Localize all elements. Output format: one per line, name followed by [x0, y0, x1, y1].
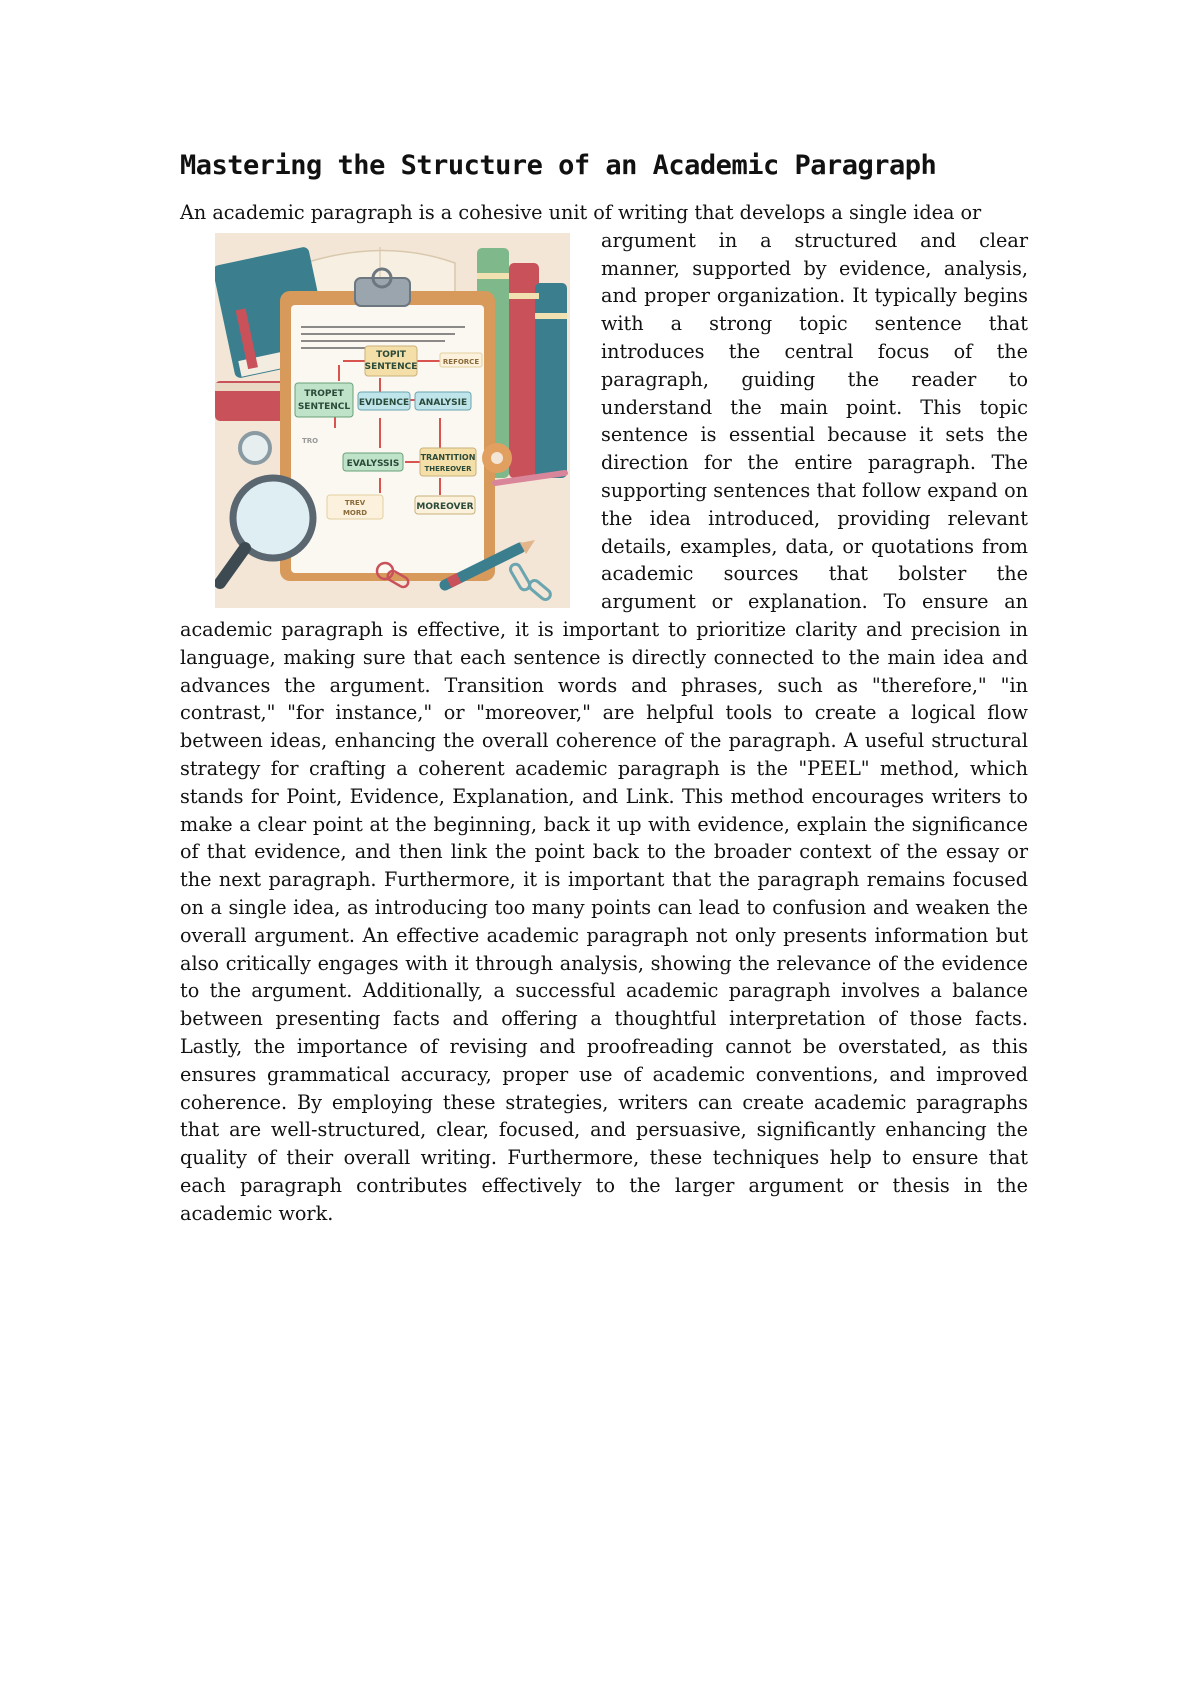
- box-topic-line2: SENTENCE: [364, 361, 418, 372]
- box-evidence: EVIDENCE: [358, 397, 410, 408]
- box-trev: TREV: [344, 498, 366, 507]
- box-tro: TRO: [301, 436, 319, 445]
- illustration-paragraph-structure: [215, 233, 570, 608]
- box-transition-line1: TRANTITION: [420, 452, 476, 462]
- box-moreover: MOREOVER: [416, 501, 474, 512]
- box-evalysis: EVALYSSIS: [346, 458, 400, 469]
- box-topic-line1: TOPIT: [376, 349, 406, 360]
- box-analysie: ANALYSIE: [418, 397, 468, 408]
- document-title: Mastering the Structure of an Academic Paragraph: [180, 150, 937, 181]
- box-tropet-line1: TROPET: [304, 388, 344, 399]
- box-transition-line2: THEREOVER: [424, 464, 472, 473]
- paragraph-body: argument in a structured and clear manner, supported by evidence, analysis, and proper organization. It typically begins with a strong topic sentence that introduces the central focus of the paragraph, guiding the reader to understand the main point. This topic sentence is essential because it sets the direction for the entire paragraph. The supporting sentences that follow expand on the idea introduced, providing relevant details, examples, data, or quotations from academic sources that bolster the argument or explanation. To ensure an academic paragraph is effective, it is important to prioritize clarity and precision in language, making sure that each sentence is directly connected to the main idea and advances the argument. Transition words and phrases, such as "therefore," "in contrast," "for instance," or "moreover," are helpful tools to create a logical flow between ideas, enhancing the overall coherence of the paragraph. A useful structural strategy for crafting a coherent academic paragraph is the "PEEL" method, which stands for Point, Evidence, Explanation, and Link. This method encourages writers to make a clear point at the beginning, back it up with evidence, explain the significance of that evidence, and then link the point back to the broader context of the essay or the next paragraph. Furthermore, it is important that the paragraph remains focused on a single idea, as introducing too many points can lead to confusion and weaken the overall argument. An effective academic paragraph not only presents information but also critically engages with it through analysis, showing the relevance of the evidence to the argument. Additionally, a successful academic paragraph involves a balance between presenting facts and offering a thoughtful interpretation of those facts. Lastly, the importance of revising and proofreading cannot be overstated, as this ensures grammatical accuracy, proper use of academic conventions, and improved coherence. By employing these strategies, writers can create academic paragraphs that are well-structured, clear, focused, and persuasive, significantly enhancing the quality of their overall writing. Furthermore, these techniques help to ensure that each paragraph contributes effectively to the larger argument or thesis in the academic work.: [180, 228, 1028, 1225]
- paragraph-first-line: An academic paragraph is a cohesive unit of writing that develops a single idea or: [180, 201, 982, 224]
- box-reference: REFORCE: [442, 357, 480, 366]
- box-tropet-line2: SENTENCL: [297, 401, 351, 412]
- gear-icon: [482, 443, 512, 473]
- box-mord: MORD: [342, 508, 368, 517]
- paragraph-body-wrap: [180, 227, 1028, 1228]
- document-page: [180, 150, 1028, 1227]
